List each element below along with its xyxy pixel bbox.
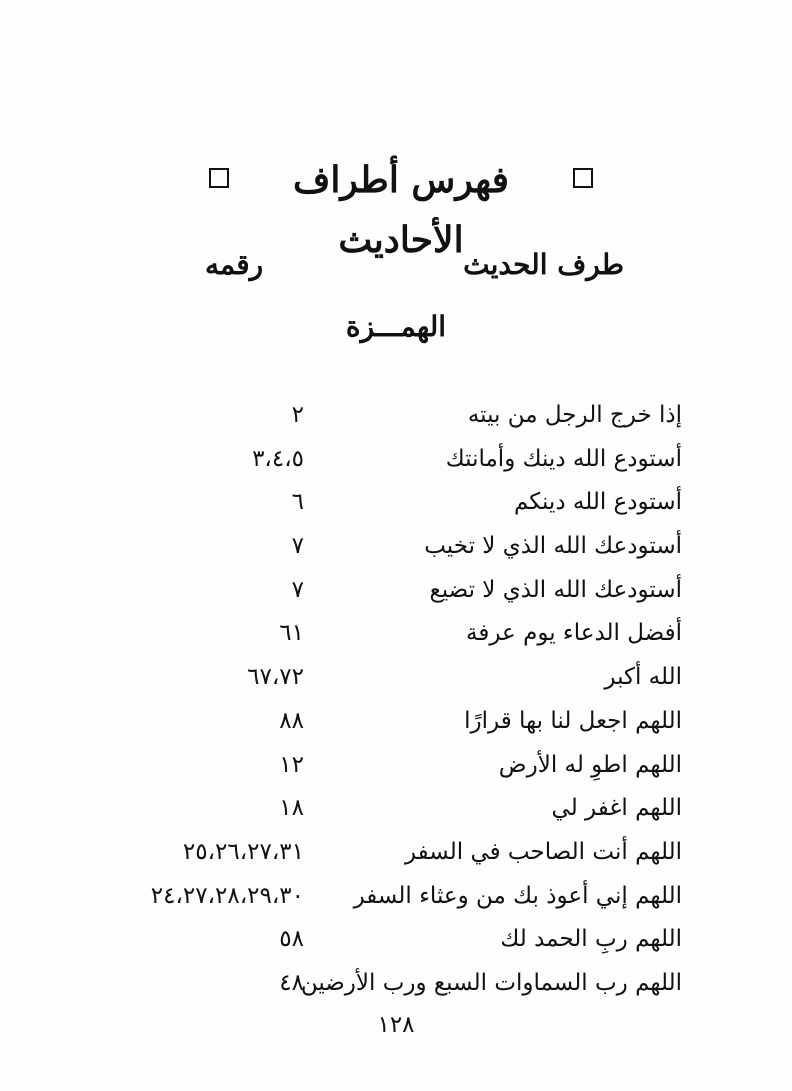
square-ornament-icon <box>209 168 229 188</box>
list-item <box>0 702 792 746</box>
hadith-text: اللهم اجعل لنا بها قرارًا <box>464 707 682 734</box>
hadith-number: ١٨ <box>279 795 304 822</box>
hadith-number: ٤٨ <box>279 969 304 996</box>
hadith-text: أستودع الله دينك وأمانتك <box>445 445 682 472</box>
column-header-number: رقمه <box>205 248 264 281</box>
hadith-number: ٦٧،٧٢ <box>247 664 304 691</box>
page-number: ١٢٨ <box>377 1012 415 1038</box>
hadith-number: ٢٥،٢٦،٢٧،٣١ <box>182 838 304 865</box>
list-item <box>0 396 792 440</box>
list-item <box>0 440 792 484</box>
hadith-text: اللهم رب السماوات السبع ورب الأرضين <box>300 969 682 996</box>
section-heading: الهمـــزة <box>345 310 447 343</box>
hadith-text: اللهم ربِ الحمد لك <box>500 926 682 953</box>
hadith-number: ٥٨ <box>279 926 304 953</box>
hadith-text: اللهم اطوِ له الأرض <box>498 751 682 778</box>
hadith-text: الله أكبر <box>604 664 682 691</box>
list-item <box>0 483 792 527</box>
hadith-number: ٦ <box>291 489 304 516</box>
hadith-text: اللهم أنت الصاحب في السفر <box>404 838 682 865</box>
column-header-hadith: طرف الحديث <box>463 248 624 281</box>
list-item <box>0 877 792 921</box>
list-item <box>0 614 792 658</box>
hadith-number: ٢ <box>291 402 304 428</box>
hadith-number: ٧ <box>291 533 304 560</box>
list-item <box>0 571 792 615</box>
hadith-text: أستودعك الله الذي لا تضيع <box>429 576 682 603</box>
hadith-number: ٦١ <box>279 620 304 647</box>
hadith-text: أفضل الدعاء يوم عرفة <box>466 620 682 647</box>
list-item <box>0 527 792 571</box>
page-title: فهرس أطراف الأحاديث <box>293 159 509 261</box>
list-item <box>0 920 792 964</box>
list-item <box>0 658 792 702</box>
title-row <box>0 150 792 261</box>
list-item <box>0 789 792 833</box>
hadith-text: اللهم اغفر لي <box>551 795 682 822</box>
hadith-number: ٣،٤،٥ <box>252 445 304 472</box>
list-item <box>0 746 792 790</box>
hadith-text: إذا خرج الرجل من بيته <box>467 402 682 428</box>
hadith-text: أستودعك الله الذي لا تخيب <box>424 533 682 560</box>
hadith-number: ٢٤،٢٧،٢٨،٢٩،٣٠ <box>150 882 304 909</box>
list-item <box>0 833 792 877</box>
hadith-text: أستودع الله دينكم <box>513 489 682 516</box>
hadith-number: ٧ <box>291 576 304 603</box>
square-ornament-icon <box>573 168 593 188</box>
hadith-number: ١٢ <box>279 751 304 778</box>
hadith-number: ٨٨ <box>279 707 304 734</box>
hadith-text: اللهم إني أعوذ بك من وعثاء السفر <box>353 882 682 909</box>
list-item <box>0 964 792 1008</box>
hadith-index-list <box>0 396 792 1008</box>
